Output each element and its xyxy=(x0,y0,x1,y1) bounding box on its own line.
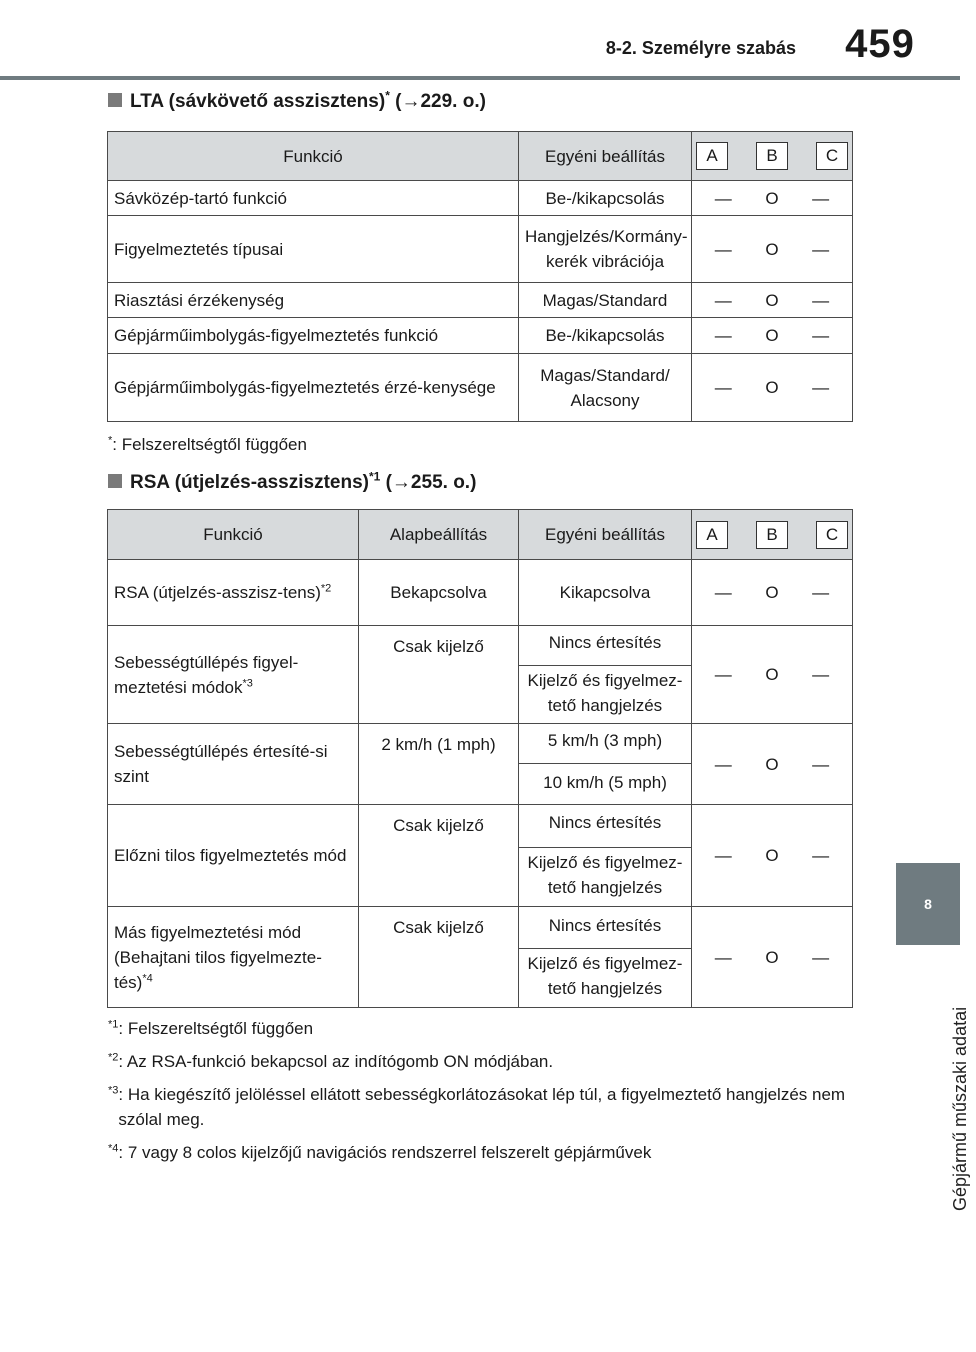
header-b-box: B xyxy=(756,521,788,549)
custom-option: Nincs értesítés xyxy=(548,633,662,652)
header-custom: Egyéni beállítás xyxy=(519,132,692,181)
footnote-item xyxy=(108,1016,868,1041)
cell-custom xyxy=(519,907,692,1008)
heading-bullet xyxy=(108,474,122,488)
cell-default: Csak kijelző xyxy=(359,907,519,1008)
rsa-heading-text: RSA (útjelzés-asszisztens) xyxy=(130,472,369,493)
custom-option: Nincs értesítés xyxy=(548,915,662,935)
cell-function: Sebességtúllépés figyel-meztetési módok$^{*3}$ xyxy=(108,626,359,724)
table-row xyxy=(108,354,853,422)
rsa-heading xyxy=(108,469,477,494)
cell-function: Más figyelmeztetési mód (Behajtani tilos figyelmezte-tés)$^{*4}$ xyxy=(108,907,359,1008)
cell-default: Csak kijelző xyxy=(359,805,519,907)
chapter-tab xyxy=(896,863,960,945)
rsa-table xyxy=(107,509,853,1008)
lta-footnote xyxy=(108,432,868,457)
cell-c: — xyxy=(812,846,830,865)
cell-c: — xyxy=(812,290,830,310)
table-row xyxy=(108,626,853,724)
cell-function: Riasztási érzékenység xyxy=(108,283,519,318)
header-a-box: A xyxy=(696,521,728,549)
cell-custom: Be-/kikapcsolás xyxy=(519,318,692,354)
footnote-text: : 7 vagy 8 colos kijelzőjű navigációs rendszerrel felszerelt gépjárművek xyxy=(118,1143,652,1162)
header-default: Alapbeállítás xyxy=(359,510,519,560)
lta-page-ref[interactable]: (→229. o.) xyxy=(395,91,486,112)
table-row xyxy=(108,724,853,805)
cell-custom: Kikapcsolva xyxy=(519,560,692,626)
cell-c: — xyxy=(812,188,830,208)
page-number: 459 xyxy=(845,22,915,66)
cell-c: — xyxy=(812,665,830,684)
cell-b: O xyxy=(765,846,779,865)
cell-function: Gépjárműimbolygás-figyelmeztetés érzé-kenysége xyxy=(108,354,519,422)
cell-custom: Magas/Standard/ Alacsony xyxy=(519,354,692,422)
footnote-text: : Az RSA-funkció bekapcsol az indítógomb ON módjában. xyxy=(118,1052,554,1071)
footnote-mark: *3 xyxy=(108,1084,119,1097)
footnote-mark: * xyxy=(108,434,113,447)
cell-default: Bekapcsolva xyxy=(359,560,519,626)
cell-a: — xyxy=(714,846,732,865)
cell-function: Sávközép-tartó funkció xyxy=(108,181,519,216)
cell-a: — xyxy=(714,290,732,310)
table-row xyxy=(108,216,853,283)
footnote-mark: *4 xyxy=(108,1142,119,1155)
cell-a: — xyxy=(714,947,732,967)
cell-a: — xyxy=(714,326,732,345)
cell-b: O xyxy=(765,378,779,397)
header-function: Funkció xyxy=(108,132,519,181)
cell-c: — xyxy=(812,326,830,345)
cell-a: — xyxy=(714,583,732,602)
cell-abc xyxy=(692,354,853,422)
cell-b: O xyxy=(765,188,779,208)
section-title: 8-2. Személyre szabás xyxy=(605,38,796,58)
header-custom: Egyéni beállítás xyxy=(519,510,692,560)
cell-default: 2 km/h (1 mph) xyxy=(359,724,519,805)
cell-b: O xyxy=(765,754,779,774)
cell-custom: Magas/Standard xyxy=(519,283,692,318)
chapter-label-text: Gépjármű műszaki adatai xyxy=(950,1006,970,1211)
chapter-label xyxy=(896,955,970,1211)
custom-option: 10 km/h (5 mph) xyxy=(519,763,691,801)
cell-b: O xyxy=(765,290,779,310)
cell-custom: Be-/kikapcsolás xyxy=(519,181,692,216)
lta-header-row xyxy=(108,132,853,181)
lta-heading-sup: * xyxy=(385,88,390,103)
cell-abc xyxy=(692,318,853,354)
table-row xyxy=(108,283,853,318)
table-row xyxy=(108,318,853,354)
header-c-box: C xyxy=(816,521,848,549)
cell-abc xyxy=(692,283,853,318)
heading-bullet xyxy=(108,93,122,107)
chapter-number: 8 xyxy=(924,896,932,912)
footnote-item xyxy=(108,1049,868,1074)
cell-c: — xyxy=(812,239,830,259)
header-c-box: C xyxy=(816,142,848,170)
cell-a: — xyxy=(714,188,732,208)
cell-abc xyxy=(692,724,853,805)
cell-b: O xyxy=(765,326,779,345)
cell-b: O xyxy=(765,665,779,684)
cell-c: — xyxy=(812,583,830,602)
rsa-footnotes xyxy=(108,1016,868,1165)
cell-b: O xyxy=(765,947,779,967)
lta-table xyxy=(107,131,853,422)
footnote-text: : Ha kiegészítő jelöléssel ellátott sebességkorlátozásokat lép túl, a figyelmeztető hangjelzés nem szólal meg. xyxy=(118,1085,846,1129)
cell-function: Előzni tilos figyelmeztetés mód xyxy=(108,805,359,907)
cell-custom xyxy=(519,626,692,724)
cell-abc xyxy=(692,560,853,626)
cell-c: — xyxy=(812,378,830,397)
cell-function: Sebességtúllépés értesíté-si szint xyxy=(108,724,359,805)
footnote-text: : Felszereltségtől függően xyxy=(118,1019,314,1038)
cell-custom xyxy=(519,724,692,805)
cell-abc xyxy=(692,907,853,1008)
rsa-page-ref[interactable]: (→255. o.) xyxy=(385,472,477,493)
custom-option: 5 km/h (3 mph) xyxy=(547,731,663,750)
header-function: Funkció xyxy=(108,510,359,560)
cell-function: Figyelmeztetés típusai xyxy=(108,216,519,283)
footnote-mark: *1 xyxy=(108,1018,119,1031)
cell-b: O xyxy=(765,583,779,602)
custom-option: Nincs értesítés xyxy=(548,813,662,832)
cell-custom xyxy=(519,805,692,907)
footnote-item xyxy=(108,1140,868,1165)
cell-c: — xyxy=(812,754,830,774)
cell-c: — xyxy=(812,947,830,967)
cell-a: — xyxy=(714,754,732,774)
table-row xyxy=(108,907,853,1008)
cell-function: RSA (útjelzés-asszisz-tens)$^{*2}$ xyxy=(108,560,359,626)
footnote-item xyxy=(108,1082,868,1132)
cell-a: — xyxy=(714,378,732,397)
cell-a: — xyxy=(714,239,732,259)
header-a-box: A xyxy=(696,142,728,170)
table-row xyxy=(108,560,853,626)
cell-function: Gépjárműimbolygás-figyelmeztetés funkció xyxy=(108,318,519,354)
header-b-box: B xyxy=(756,142,788,170)
table-row xyxy=(108,805,853,907)
cell-custom: Hangjelzés/Kormány-kerék vibrációja xyxy=(519,216,692,283)
cell-abc xyxy=(692,181,853,216)
rsa-header-row xyxy=(108,510,853,560)
header-rule xyxy=(0,76,960,80)
cell-b: O xyxy=(765,239,779,259)
rsa-heading-sup: *1 xyxy=(368,469,381,484)
header-abc xyxy=(692,510,853,560)
lta-heading-text: LTA (sávkövető asszisztens) xyxy=(130,91,386,112)
custom-option: Kijelző és figyelmez-tető hangjelzés xyxy=(519,948,691,1003)
cell-abc xyxy=(692,216,853,283)
cell-a: — xyxy=(714,665,732,684)
footnote-mark: *2 xyxy=(108,1051,119,1064)
custom-option: Kijelző és figyelmez-tető hangjelzés xyxy=(519,665,691,720)
custom-option: Kijelző és figyelmez-tető hangjelzés xyxy=(519,847,691,902)
footnote-text: : Felszereltségtől függően xyxy=(112,435,307,454)
header-abc xyxy=(692,132,853,181)
cell-abc xyxy=(692,805,853,907)
cell-default: Csak kijelző xyxy=(359,626,519,724)
cell-abc xyxy=(692,626,853,724)
lta-heading xyxy=(108,88,486,113)
table-row xyxy=(108,181,853,216)
